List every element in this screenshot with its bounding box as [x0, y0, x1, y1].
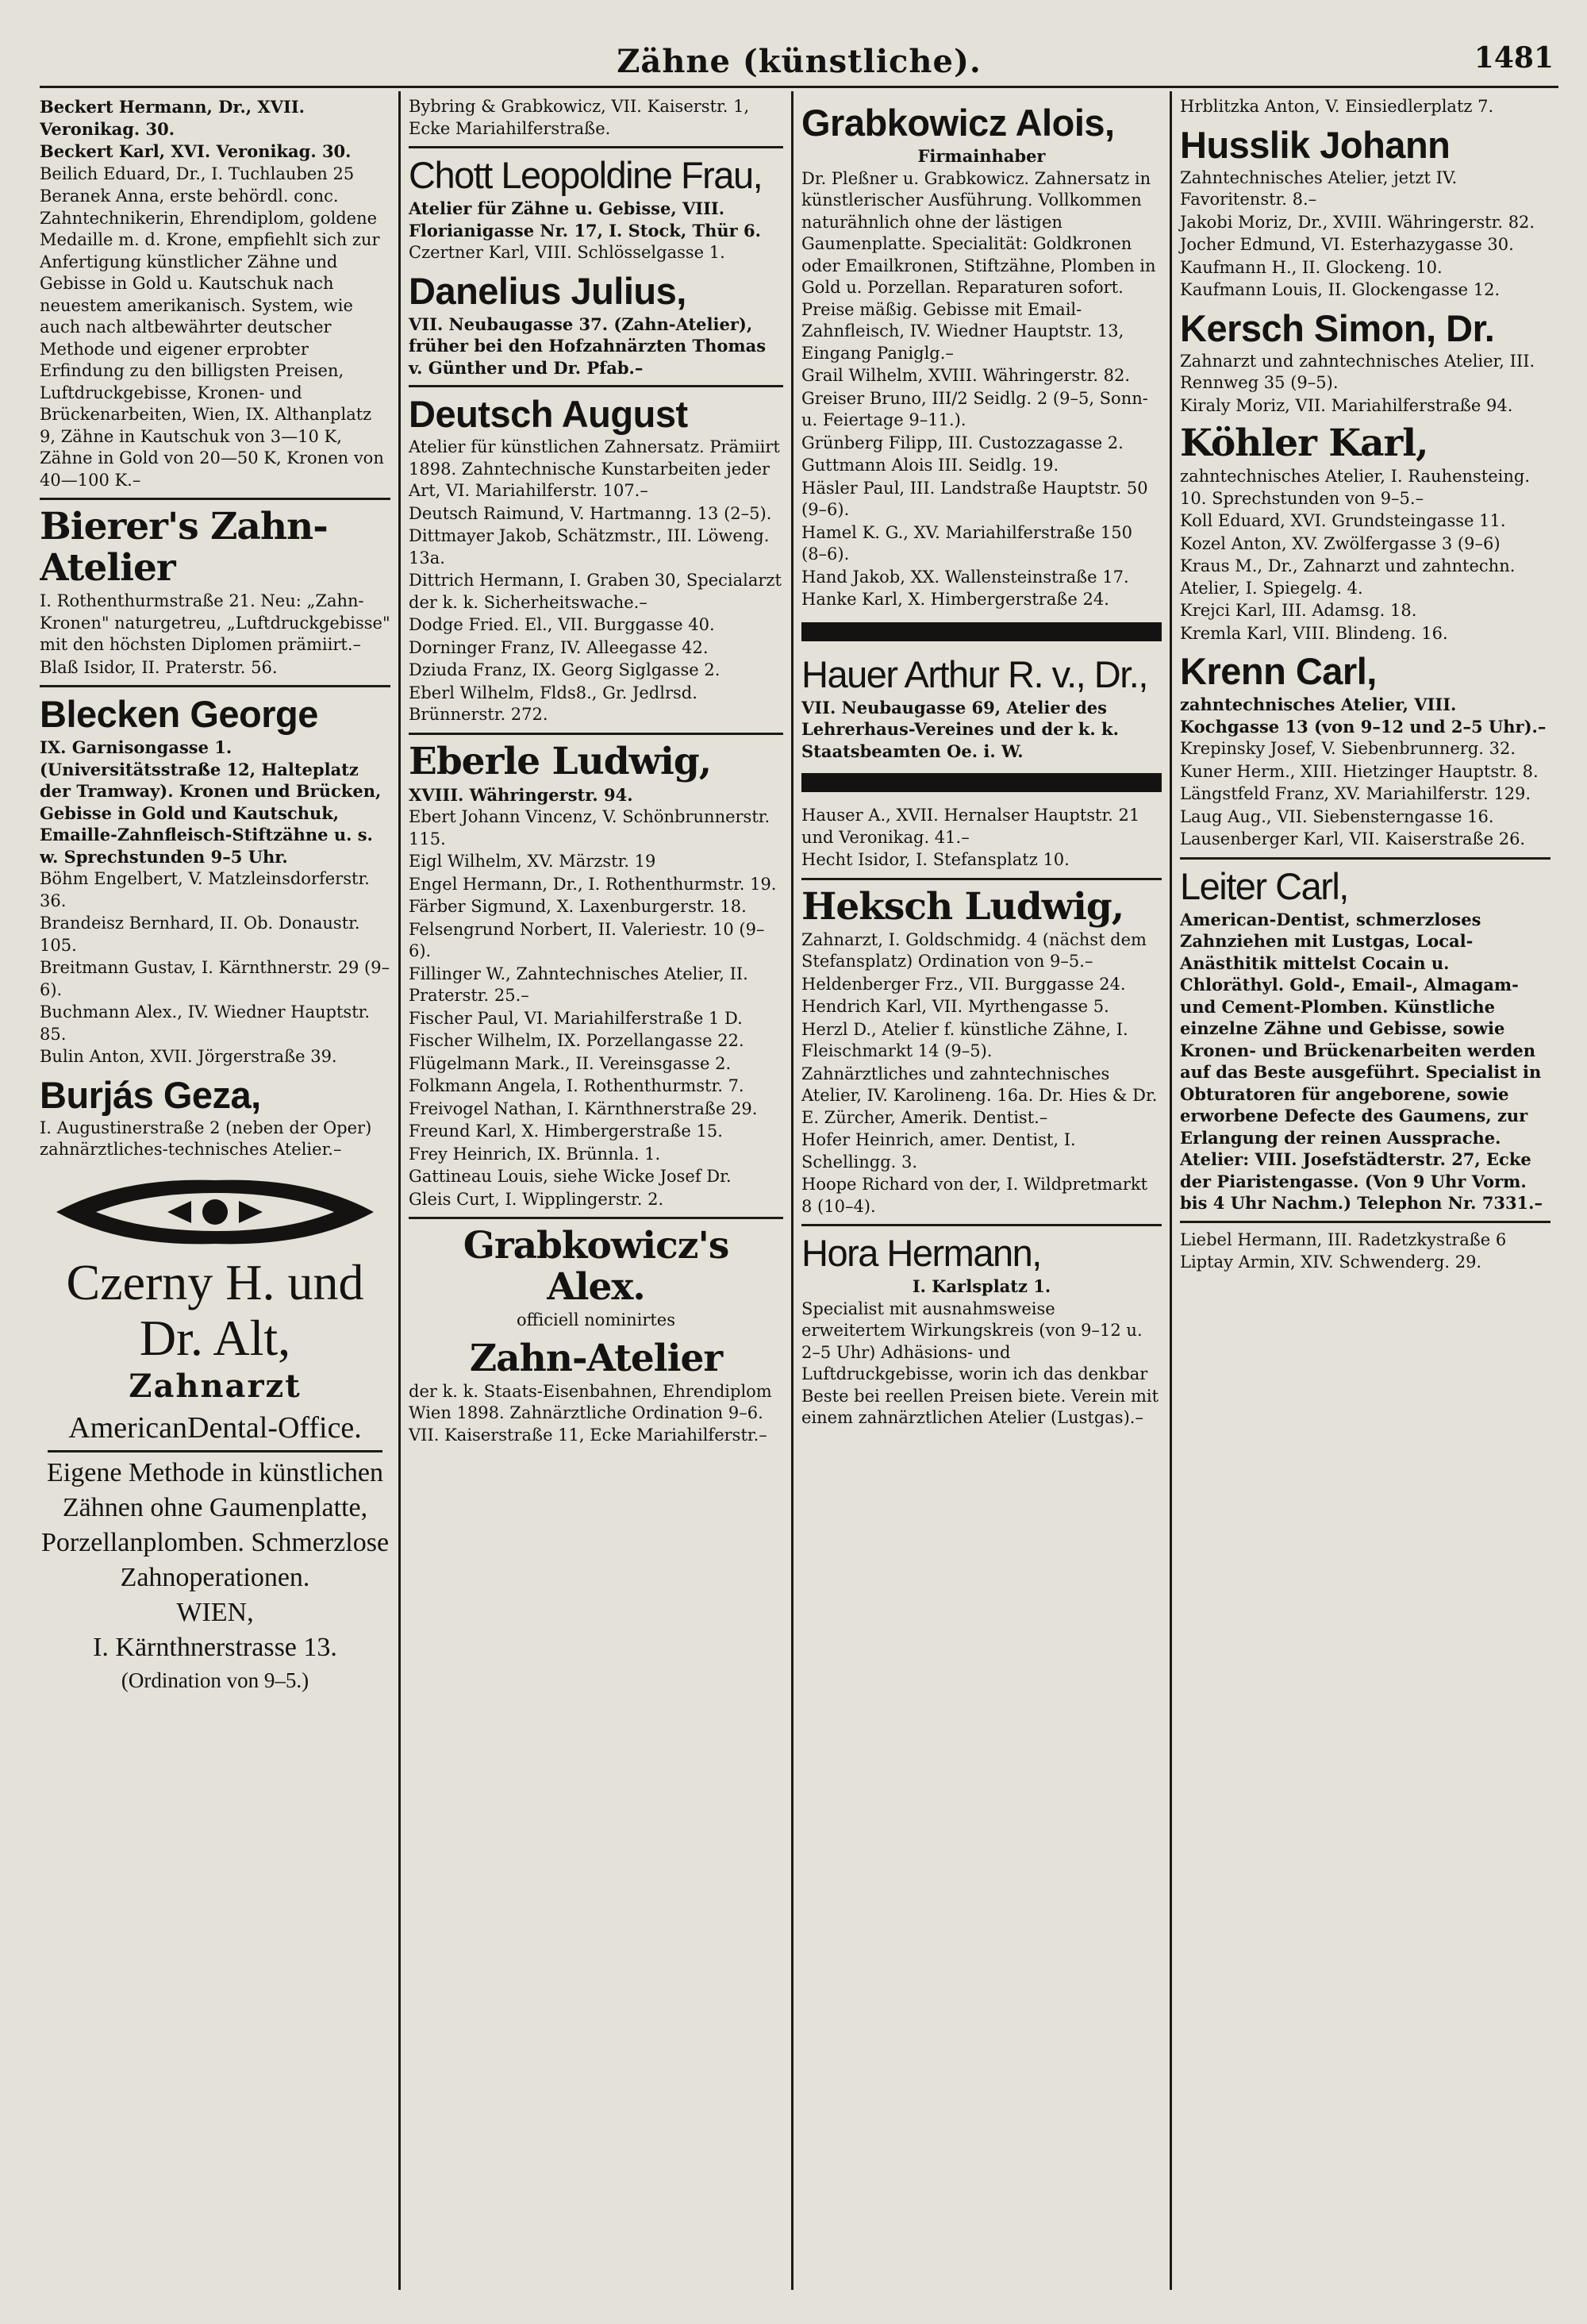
advert-heading: Grabkowicz Alois,	[801, 102, 1115, 144]
directory-entry: Deutsch Raimund, V. Hartmanng. 13 (2–5).	[409, 503, 772, 523]
advert-heading: Bierer's Zahn-Atelier	[40, 505, 328, 590]
directory-entry: Kaufmann H., II. Glockeng. 10.	[1180, 257, 1443, 277]
advert-body: IX. Garnisongasse 1. (Universitätsstraße 12, Halteplatz der Tramway). Kronen und Brücken, Gebisse in Gold und Kautschuk, Emaille-Zahnfleisch-Stiftzähne u. s. w. Sprechstunden 9–5 Uhr.	[40, 737, 382, 867]
advert-hours: (Ordination von 9–5.)	[121, 1668, 309, 1692]
advert-heading: Grabkowicz's Alex.	[463, 1224, 729, 1309]
divider-bar	[801, 773, 1162, 792]
advert-body: Specialist mit ausnahmsweise erweitertem Wirkungskreis (von 9–12 u. 2–5 Uhr) Adhäsions- und Luftdruckgebisse, worin ich das denkbar Beste bei reellen Preisen biete. Verein mit einem zahnärztlichen Atelier (Lustgas).–	[801, 1299, 1159, 1427]
advert-body: zahntechnisches Atelier, I. Rauhensteing. 10. Sprechstunden von 9–5.–	[1180, 467, 1531, 508]
directory-entry: Kiraly Moriz, VII. Mariahilferstraße 94.	[1180, 395, 1513, 415]
advert-heading: Krenn Carl,	[1180, 650, 1377, 692]
directory-entry: Jakobi Moriz, Dr., XVIII. Währingerstr. 82.	[1180, 212, 1535, 232]
directory-entry: Gattineau Louis, siehe Wicke Josef Dr.	[409, 1167, 732, 1186]
directory-entry: Bulin Anton, XVII. Jörgerstraße 39.	[40, 1047, 337, 1066]
page-title: Zähne (künstliche).	[617, 42, 982, 80]
directory-entry: Hecht Isidor, I. Stefansplatz 10.	[801, 850, 1070, 869]
directory-entry: Hanke Karl, X. Himbergerstraße 24.	[801, 590, 1109, 609]
directory-entry: Lausenberger Karl, VII. Kaiserstraße 26.	[1180, 829, 1526, 848]
directory-entry: Krejci Karl, III. Adamsg. 18.	[1180, 601, 1417, 620]
directory-entry: Hofer Heinrich, amer. Dentist, I. Schellingg. 3.	[801, 1130, 1076, 1172]
page-number: 1481	[1474, 41, 1554, 75]
directory-entry: Dittrich Hermann, I. Graben 30, Specialarzt der k. k. Sicherheitswache.–	[409, 571, 782, 612]
directory-entry: Greiser Bruno, III/2 Seidlg. 2 (9–5, Sonn- u. Feiertage 9–11.).	[801, 388, 1148, 429]
advert-body: Atelier für Zähne u. Gebisse, VIII. Florianigasse Nr. 17, I. Stock, Thür 6.	[409, 198, 761, 240]
divider	[801, 1224, 1162, 1226]
advert-heading: Köhler Karl,	[1180, 421, 1428, 465]
directory-entry: Zahnärztliches und zahntechnisches Atelier, IV. Karolineng. 16a. Dr. Hies & Dr. E. Zürcher, Amerik. Dentist.–	[801, 1064, 1158, 1127]
advert-heading: Deutsch August	[409, 393, 688, 435]
directory-entry: Hamel K. G., XV. Mariahilferstraße 150 (8–6).	[801, 522, 1132, 564]
column-4	[1172, 91, 1558, 2290]
directory-entry: Jocher Edmund, VI. Esterhazygasse 30.	[1180, 235, 1514, 254]
advert-body: Zahntechnisches Atelier, jetzt IV. Favoritenstr. 8.–	[1180, 167, 1458, 209]
column-3	[794, 91, 1172, 2290]
divider-bar	[801, 622, 1162, 641]
advert-body: zahntechnisches Atelier, VIII. Kochgasse 13 (von 9–12 und 2–5 Uhr).–	[1180, 695, 1547, 737]
divider	[40, 498, 390, 500]
divider	[409, 733, 783, 735]
page-header	[40, 37, 1558, 88]
directory-entry: Ebert Johann Vincenz, V. Schönbrunnerstr. 115.	[409, 807, 770, 848]
directory-entry: Färber Sigmund, X. Laxenburgerstr. 18.	[409, 897, 747, 916]
advert-body: der k. k. Staats-Eisenbahnen, Ehrendiplom Wien 1898. Zahnärztliche Ordination 9–6. VII. Kaiserstraße 11, Ecke Mariahilferstr.–	[409, 1381, 772, 1445]
directory-entry: Engel Hermann, Dr., I. Rothenthurmstr. 19.	[409, 874, 777, 894]
directory-entry: Hoope Richard von der, I. Wildpretmarkt 8 (10–4).	[801, 1175, 1148, 1216]
advert-heading: Burjás Geza,	[40, 1073, 261, 1116]
advert-body: I. Augustinerstraße 2 (neben der Oper) zahnärztliches-technisches Atelier.–	[40, 1118, 372, 1159]
directory-entry: Grünberg Filipp, III. Custozzagasse 2.	[801, 433, 1124, 452]
advert-body: VII. Neubaugasse 69, Atelier des Lehrerhaus-Vereines und der k. k. Staatsbeamten Oe. i. W.	[801, 697, 1119, 761]
divider	[409, 146, 783, 148]
advert-heading: Eberle Ludwig,	[409, 739, 712, 783]
directory-entry: Fischer Paul, VI. Mariahilferstraße 1 D.	[409, 1008, 743, 1028]
directory-entry: Brandeisz Bernhard, II. Ob. Donaustr. 105.	[40, 914, 360, 955]
column-2	[401, 91, 794, 2290]
directory-entry: Dziuda Franz, IX. Georg Siglgasse 2.	[409, 660, 720, 679]
advert-body: XVIII. Währingerstr. 94.	[409, 784, 633, 805]
columns	[40, 91, 1558, 2290]
directory-entry: Koll Eduard, XVI. Grundsteingasse 11.	[1180, 511, 1506, 530]
directory-entry: Czertner Karl, VIII. Schlösselgasse 1.	[409, 243, 725, 262]
advert-heading: Leiter Carl,	[1180, 864, 1348, 907]
advert-subheading: Firmainhaber	[917, 146, 1046, 166]
advert-heading: Czerny H. und	[66, 1253, 364, 1310]
advert-body: Dr. Pleßner u. Grabkowicz. Zahnersatz in künstlerischer Ausführung. Vollkommen naturähnlich ohne der lästigen Gaumenplatte. Specialität: Goldkronen oder Emailkronen, Stiftzähne, Plomben in Gold u. Porzellan. Reparaturen sofort. Preise mäßig. Gebisse mit Email-Zahnfleisch, IV. Wiedner Hauptstr. 13, Eingang Paniglg.–	[801, 168, 1156, 363]
directory-entry: Folkmann Angela, I. Rothenthurmstr. 7.	[409, 1076, 744, 1095]
divider	[40, 685, 390, 687]
directory-entry: Beckert Karl, XVI. Veronikag. 30.	[40, 141, 352, 161]
divider	[409, 385, 783, 387]
advert-body: Eigene Methode in künstlichen Zähnen ohne Gaumenplatte, Porzellanplomben. Schmerzlose Zahnoperationen.	[40, 1457, 390, 1592]
column-1	[40, 91, 401, 2290]
advert-body: I. Rothenthurmstraße 21. Neu: „Zahn-Kronen" naturgetreu, „Luftdruckgebisse" mit den höchsten Diplomen prämiirt.–	[40, 591, 390, 654]
directory-entry: Dittmayer Jakob, Schätzmstr., III. Löweng. 13a.	[409, 526, 770, 568]
advert-heading: Hora Hermann,	[801, 1232, 1041, 1274]
divider	[801, 878, 1162, 880]
directory-entry: Eigl Wilhelm, XV. Märzstr. 19	[409, 852, 656, 871]
advert-heading: Husslik Johann	[1180, 123, 1451, 166]
advert-heading: Heksch Ludwig,	[801, 884, 1124, 929]
czerny-advert	[40, 1175, 390, 1695]
directory-entry: Fillinger W., Zahntechnisches Atelier, II. Praterstr. 25.–	[409, 964, 748, 1005]
advert-heading: Zahn-Atelier	[469, 1336, 723, 1380]
directory-entry: Liebel Hermann, III. Radetzkystraße 6	[1180, 1229, 1507, 1249]
directory-entry: Kremla Karl, VIII. Blindeng. 16.	[1180, 623, 1448, 643]
directory-entry: Frey Heinrich, IX. Brünnla. 1.	[409, 1144, 661, 1164]
directory-entry: Heldenberger Frz., VII. Burggasse 24.	[801, 974, 1126, 994]
directory-entry: Dodge Fried. El., VII. Burggasse 40.	[409, 615, 715, 634]
advert-address: I. Kärnthnerstrasse 13.	[93, 1632, 337, 1662]
ornament-emblem-icon	[48, 1175, 382, 1249]
directory-entry: Felsengrund Norbert, II. Valeriestr. 10 (9–6).	[409, 919, 765, 960]
directory-entry: Hand Jakob, XX. Wallensteinstraße 17.	[801, 567, 1129, 587]
directory-entry: Kaufmann Louis, II. Glockengasse 12.	[1180, 280, 1501, 299]
advert-address: I. Karlsplatz 1.	[912, 1276, 1051, 1296]
advert-heading: Dr. Alt,	[139, 1309, 291, 1366]
advert-heading: Blecken George	[40, 693, 318, 735]
directory-entry: Hrblitzka Anton, V. Einsiedlerplatz 7.	[1180, 97, 1494, 116]
advert-heading: Kersch Simon, Dr.	[1180, 306, 1495, 349]
divider	[1180, 857, 1550, 860]
directory-entry: Flügelmann Mark., II. Vereinsgasse 2.	[409, 1053, 732, 1073]
directory-entry: Bybring & Grabkowicz, VII. Kaiserstr. 1, Ecke Mariahilferstraße.	[409, 97, 750, 138]
directory-entry: Kraus M., Dr., Zahnarzt und zahntechn. Atelier, I. Spiegelg. 4.	[1180, 556, 1516, 598]
directory-entry: Guttmann Alois III. Seidlg. 19.	[801, 456, 1059, 475]
directory-entry: Beranek Anna, erste behördl. conc. Zahntechnikerin, Ehrendiplom, goldene Medaille m. d. Krone, empfiehlt sich zur Anfertigung künstlicher Zähne und Gebisse in Gold u. Kautschuk nach neuestem amerikanisch. System, wie auch nach altbewährter deutscher Methode und eigener erprobter Erfindung zu den billigsten Preisen, Luftdruckgebisse, Kronen- und Brückenarbeiten, Wien, IX. Althanplatz 9, Zähne in Kautschuk von 3—10 K, Zähne in Gold von 20—50 K, Kronen von 40—100 K.–	[40, 187, 384, 490]
directory-entry: Blaß Isidor, II. Praterstr. 56.	[40, 657, 278, 677]
advert-heading: Chott Leopoldine Frau,	[409, 154, 763, 196]
directory-entry: Beilich Eduard, Dr., I. Tuchlauben 25	[40, 164, 355, 183]
advert-body: Zahnarzt und zahntechnisches Atelier, III. Rennweg 35 (9–5).	[1180, 351, 1535, 392]
advert-body: Zahnarzt, I. Goldschmidg. 4 (nächst dem Stefansplatz) Ordination von 9–5.–	[801, 929, 1147, 971]
directory-entry: Laug Aug., VII. Siebensterngasse 16.	[1180, 806, 1494, 826]
directory-entry: Herzl D., Atelier f. künstliche Zähne, I. Fleischmarkt 14 (9–5).	[801, 1019, 1128, 1060]
advert-subheading: officiell nominirtes	[516, 1310, 675, 1329]
directory-entry: Fischer Wilhelm, IX. Porzellangasse 22.	[409, 1031, 744, 1050]
advert-heading: Danelius Julius,	[409, 269, 686, 312]
divider	[1180, 1221, 1550, 1223]
directory-entry: Krepinsky Josef, V. Siebenbrunnerg. 32.	[1180, 739, 1516, 758]
directory-entry: Hauser A., XVII. Hernalser Hauptstr. 21 und Veronikag. 41.–	[801, 806, 1140, 847]
directory-entry: Hendrich Karl, VII. Myrthengasse 5.	[801, 997, 1109, 1016]
directory-entry: Liptay Armin, XIV. Schwenderg. 29.	[1180, 1252, 1482, 1272]
directory-entry: Freivogel Nathan, I. Kärnthnerstraße 29.	[409, 1099, 758, 1118]
directory-entry: Grail Wilhelm, XVIII. Währingerstr. 82.	[801, 366, 1131, 385]
directory-entry: Beckert Hermann, Dr., XVII. Veronikag. 30.	[40, 97, 305, 139]
directory-entry: Buchmann Alex., IV. Wiedner Hauptstr. 85.	[40, 1002, 371, 1044]
advert-subheading: AmericanDental-Office.	[48, 1409, 382, 1452]
advert-city: WIEN,	[176, 1597, 254, 1627]
directory-entry: Freund Karl, X. Himbergerstraße 15.	[409, 1122, 723, 1141]
advert-body: VII. Neubaugasse 37. (Zahn-Atelier), früher bei den Hofzahnärzten Thomas v. Günther und Dr. Pfab.–	[409, 314, 767, 378]
directory-entry: Kuner Herm., XIII. Hietzinger Hauptstr. 8.	[1180, 761, 1539, 781]
advert-subheading: Zahnarzt	[129, 1367, 302, 1405]
advert-body: American-Dentist, schmerzloses Zahnziehen mit Lustgas, Local-Anästhitik mittelst Cocain u. Chloräthyl. Gold-, Email-, Almagam- und Cement-Plomben. Künstliche einzelne Zähne und Gebisse, sowie Kronen- und Brückenarbeiten werden auf das Beste ausgeführt. Specialist in Obturatoren für angeborene, sowie erworbene Defecte des Gaumens, zur Erlangung der reinen Aussprache. Atelier: VIII. Josefstädterstr. 27, Ecke der Piaristengasse. (Von 9 Uhr Vorm. bis 4 Uhr Nachm.) Telephon Nr. 7331.–	[1180, 909, 1543, 1213]
directory-entry: Häsler Paul, III. Landstraße Hauptstr. 50 (9–6).	[801, 478, 1148, 519]
directory-entry: Kozel Anton, XV. Zwölfergasse 3 (9–6)	[1180, 533, 1501, 553]
directory-entry: Dorninger Franz, IV. Alleegasse 42.	[409, 637, 709, 657]
directory-entry: Längstfeld Franz, XV. Mariahilferstr. 129.	[1180, 784, 1531, 803]
directory-entry: Gleis Curt, I. Wipplingerstr. 2.	[409, 1189, 664, 1209]
divider	[409, 1217, 783, 1219]
directory-entry: Breitmann Gustav, I. Kärnthnerstr. 29 (9–6).	[40, 958, 390, 999]
directory-entry: Böhm Engelbert, V. Matzleinsdorferstr. 36.	[40, 869, 370, 910]
advert-body: Atelier für künstlichen Zahnersatz. Prämiirt 1898. Zahntechnische Kunstarbeiten jeder Art, VI. Mariahilferstr. 107.–	[409, 437, 780, 500]
directory-entry: Eberl Wilhelm, Flds8., Gr. Jedlrsd. Brünnerstr. 272.	[409, 683, 697, 724]
advert-heading: Hauer Arthur R. v., Dr.,	[801, 652, 1147, 695]
